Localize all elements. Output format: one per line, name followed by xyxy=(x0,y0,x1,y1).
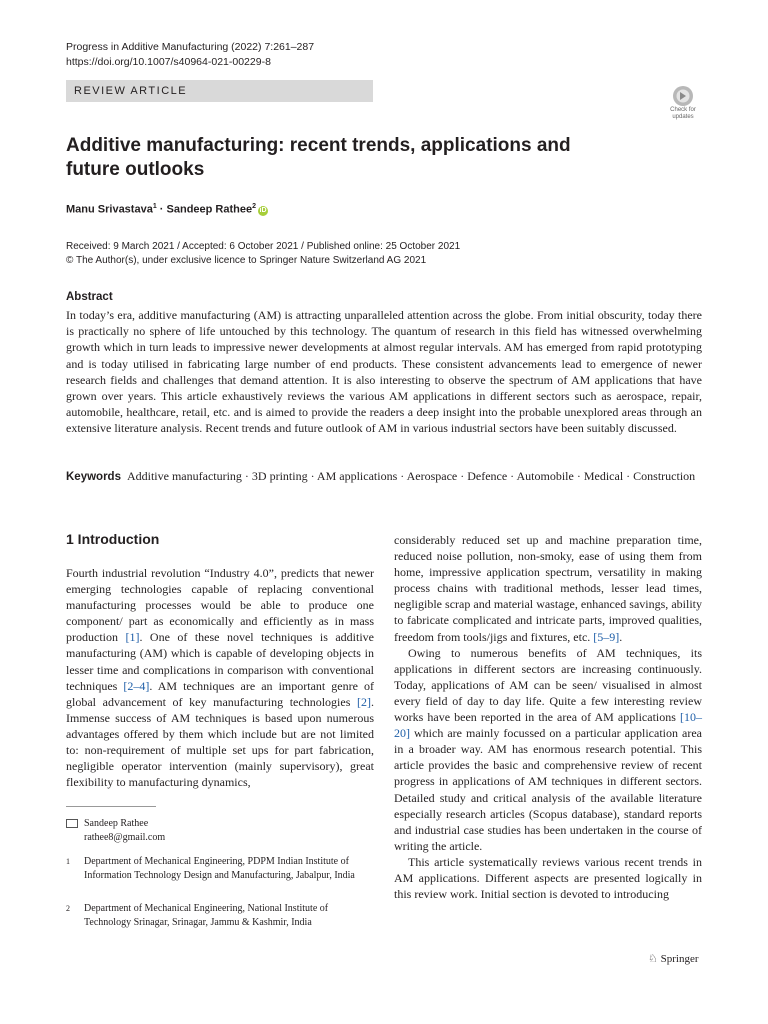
author-name[interactable]: Manu Srivastava xyxy=(66,203,153,216)
abstract-text: In today’s era, additive manufacturing (AM) is attracting unparalleled attention across the globe. From initial obscurity, today there is practically no sphere of life untouched by this technology. The quantum of research in this field has witnessed overwhelming growth which in turn leads to impressive newer developments at almost regular intervals. AM has emerged from rapid prototyping and is today utilised in fabricating large number of end products. These consistent advancements lead to emergence of newer research fields and challenges that demand attention. It is also interesting to observe the spectrum of AM applications that have grown over years. This article exhaustively reviews the various AM applications in different sectors such as aerospace, repair, automobile, healthcare, retail, etc. and is aimed to provide the readers a deep insight into the probable unexplored areas through an extensive literature analysis. Recent trends and future outlook of AM in various industrial sectors have been suitably discussed. xyxy=(66,308,702,436)
author-affiliation-mark: 1 xyxy=(152,203,157,210)
footnote-divider xyxy=(66,806,156,807)
contact-email[interactable]: rathee8@gmail.com xyxy=(84,831,166,843)
orcid-icon[interactable]: iD xyxy=(259,206,267,214)
springer-horse-icon: ♘ xyxy=(648,953,658,965)
paragraph: Owing to numerous benefits of AM techniques, its applications in different sectors are increasing continuously. Today, applications of AM can be seen/ visualised in almost every field of day to day life. Quite a few interesting review works have been reported in the area of AM applications [10–20] which are mainly focussed on a particular application area in a broader way. AM has enormous research potential. This article provides the basic and comprehensive review of recent progress in applications of AM techniques in different sectors. Detailed study and critical analysis of the available literature especially research articles (Scopus database), standard reports and industrial case studies has been undertaken in the course of writing the article. xyxy=(394,645,702,853)
body-column-left xyxy=(66,565,374,790)
publisher-name: Springer xyxy=(660,953,699,965)
affiliation-1: 1 Department of Mechanical Engineering, PDPM Indian Institute of Information Technology Design and Manufacturing, Jabalpur, India xyxy=(66,856,355,881)
corresponding-author xyxy=(66,817,366,844)
author-affiliation-mark: 2 xyxy=(252,203,257,210)
journal-citation: Progress in Additive Manufacturing (2022) 7:261–287 xyxy=(66,41,315,53)
contact-name: Sandeep Rathee xyxy=(84,818,149,829)
author-name[interactable]: Sandeep Rathee xyxy=(166,203,253,216)
journal-doi[interactable]: https://doi.org/10.1007/s40964-021-00229-8 xyxy=(66,56,271,68)
envelope-icon xyxy=(66,819,78,833)
affiliation-2: 2 Department of Mechanical Engineering, National Institute of Technology Srinagar, Srinagar, Jammu & Kashmir, India xyxy=(66,903,329,928)
journal-header xyxy=(66,40,314,70)
paragraph: considerably reduced set up and machine preparation time, reduced noise pollution, non-smoky, ease of using them from home, impressive application spectrum, versatility in making process chains with traditional methods, lesser lead times, negligible scrap and material wastage, enhanced savings, ability to fabricate complicated and intricate parts, improved qualities, freedom from tools/jigs and fixtures, etc. [5–9]. xyxy=(394,533,702,644)
citation-link[interactable]: [5–9] xyxy=(593,629,620,644)
copyright-line: © The Author(s), under exclusive licence to Springer Nature Switzerland AG 2021 xyxy=(66,255,427,266)
keywords-list: Additive manufacturing · 3D printing · AM applications · Aerospace · Defence · Automobile · Medical · Construction xyxy=(126,469,696,483)
article-type-banner: REVIEW ARTICLE xyxy=(66,80,373,102)
article-dates xyxy=(66,240,460,268)
keywords xyxy=(66,468,702,485)
check-for-updates-label[interactable]: Check for updates xyxy=(670,107,696,120)
author-list xyxy=(66,203,268,216)
citation-link[interactable]: [2–4] xyxy=(123,678,150,693)
paragraph: Fourth industrial revolution “Industry 4.0”, predicts that newer emerging technologies capable of replacing conventional manufacturing processes would be able to produce one component/ part as economically and efficiently as in mass production [1]. One of these novel techniques is additive manufacturing (AM) which is capable of developing objects in lesser time and complications in comparison with conventional techniques [2–4]. AM techniques are an important genre of global advancement of key manufacturing technologies [2]. Immense success of AM techniques is based upon numerous advantages offered by them which include but are not limited to: non-requirement of multiple set ups for part fabrication, negligible operator intervention (mainly supervisory), great flexibility to manufacturing dynamics, xyxy=(66,566,375,790)
history-dates: Received: 9 March 2021 / Accepted: 6 October 2021 / Published online: 25 October 2021 xyxy=(66,241,461,252)
abstract-heading: Abstract xyxy=(66,291,113,303)
author-separator: · xyxy=(156,203,167,216)
citation-link[interactable]: [10–20] xyxy=(394,710,702,741)
citation-link[interactable]: [1] xyxy=(125,630,140,645)
paragraph: This article systematically reviews various recent trends in AM applications. Different aspects are presented logically in this review work. Initial section is devoted to introducing xyxy=(394,854,702,902)
body-column-right xyxy=(394,532,702,902)
article-title: Additive manufacturing: recent trends, applications and future outlooks xyxy=(66,135,571,180)
publisher-logo xyxy=(648,952,699,965)
section-heading-introduction: 1 Introduction xyxy=(66,531,160,547)
citation-link[interactable]: [2] xyxy=(357,694,371,709)
keywords-heading: Keywords xyxy=(66,471,121,483)
